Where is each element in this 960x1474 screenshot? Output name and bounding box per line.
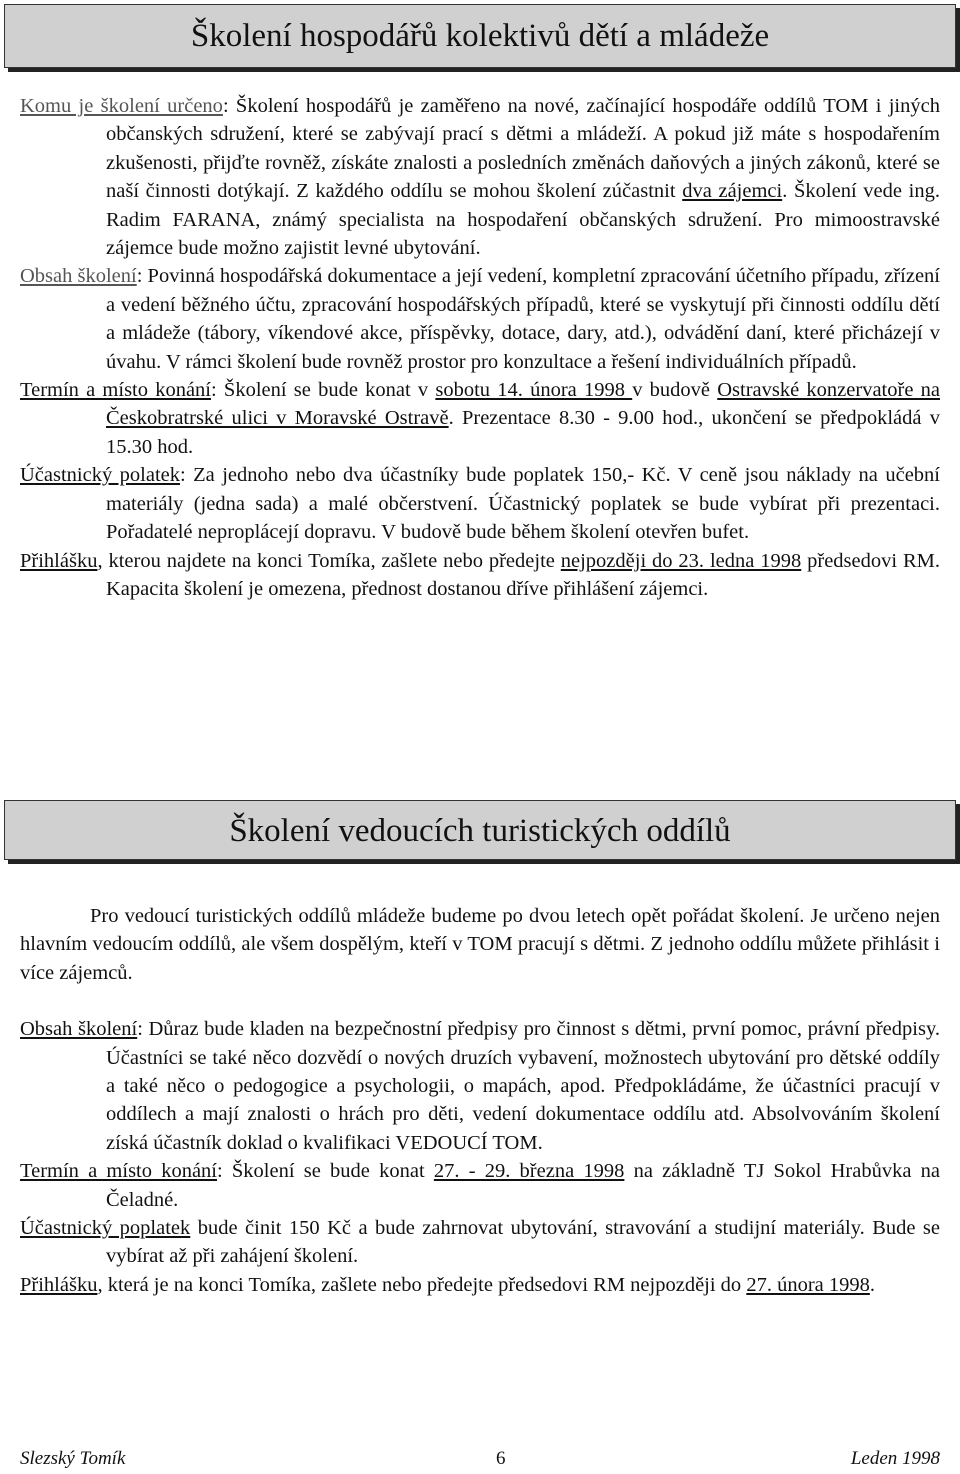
s1-who-paragraph: Komu je školení určeno: Školení hospodářů je zaměřeno na nové, začínající hospodáře oddílů TOM i jiných občanských sdružení, které se zabývají prací s dětmi a mládeží. A pokud již máte s hospodařením zkušenosti, přijďte rovněž, získáte znalosti a posledních změnách daňových a jiných zákonů, které se naší činnosti dotýkají. Z každého oddílu se mohou školení zúčastnit dva zájemci. Školení vede ing. Radim FARANA, známý specialista na hospodaření občanských sdružení. Pro mimoostravské zájemce bude možno zajistit levné ubytování. [20, 95, 940, 260]
s2-fee-label: Účastnický poplatek [20, 1217, 191, 1240]
s1-when-paragraph: Termín a místo konání: Školení se bude konat v sobotu 14. února 1998 v budově Ostravské konzervatoře na Českobratrské ulici v Moravské Ostravě. Prezentace 8.30 - 9.00 hod., ukončení se předpokládá v 15.30 hod. [20, 379, 940, 458]
section2-body [20, 902, 940, 1299]
s1-fee-label: Účastnický polatek [20, 464, 181, 487]
s1-signup-deadline: nejpozději do 23. ledna 1998 [560, 549, 802, 572]
section2-title-box [4, 800, 956, 860]
s1-when-date: sobotu 14. února 1998 [435, 379, 633, 402]
section1-body [20, 92, 940, 603]
s1-fee-paragraph: Účastnický polatek: Za jednoho nebo dva účastníky bude poplatek 150,- Kč. V ceně jsou náklady na učební materiály (jedna sada) a malé občerstvení. Účastnický poplatek se bude vybírat při prezentaci. Pořadatelé neproplácejí dopravu. V budově bude během školení otevřen bufet. [20, 464, 940, 544]
footer-page-number: 6 [496, 1448, 506, 1469]
s1-who-underline: dva zájemci [682, 180, 783, 203]
section2-title: Školení vedoucích turistických oddílů [229, 813, 731, 849]
s1-signup-label: Přihlášku [20, 549, 98, 572]
footer-issue: Leden 1998 [850, 1448, 940, 1469]
s2-content-paragraph: Obsah školení: Důraz bude kladen na bezpečnostní předpisy pro činnost s dětmi, první pomoc, právní předpisy. Účastníci se také něco dozvědí o nových druzích vybavení, možnostech ubytování pro dětské oddíly a také něco o pedogogice a psychologii, o mapách, apod. Předpokládáme, že účastníci pracují v oddílech a mají znalosti o hrách pro děti, vedení dokumentace oddílu atd. Absolvováním školení získá účastník doklad o kvalifikaci VEDOUCÍ TOM. [20, 1018, 940, 1154]
s2-fee-paragraph: Účastnický poplatek bude činit 150 Kč a bude zahrnovat ubytování, stravování a studijní materiály. Bude se vybírat až při zahájení školení. [20, 1217, 940, 1268]
s1-content-paragraph: Obsah školení: Povinná hospodářská dokumentace a její vedení, kompletní zpracování účetního případu, zřízení a vedení běžného účtu, zpracování hospodářských případů, které se vyskytují při činnosti oddílu dětí a mládeže (tábory, víkendové akce, příspěvky, dotace, dary, atd.), odvádění daní, které přicházejí v úvahu. V rámci školení bude rovněž prostor pro konzultace a řešení individuálních případů. [20, 265, 940, 373]
s2-content-label: Obsah školení [20, 1018, 138, 1041]
section1-title: Školení hospodářů kolektivů dětí a mládeže [190, 18, 770, 54]
footer-publication: Slezský Tomík [20, 1448, 126, 1469]
s1-when-label: Termín a místo konání [20, 379, 212, 402]
s2-when-paragraph: Termín a místo konání: Školení se bude konat 27. - 29. března 1998 na základně TJ Sokol Hrabůvka na Čeladné. [20, 1160, 941, 1211]
s2-signup-label: Přihlášku [20, 1273, 98, 1296]
s1-content-label: Obsah školení [20, 265, 137, 288]
s2-signup-deadline: 27. února 1998 [746, 1273, 870, 1296]
s2-signup-paragraph: Přihlášku, která je na konci Tomíka, zašlete nebo předejte předsedovi RM nejpozději do 27. února 1998. [20, 1273, 875, 1296]
s1-signup-paragraph: Přihlášku, kterou najdete na konci Tomíka, zašlete nebo předejte nejpozději do 23. ledna 1998 předsedovi RM. Kapacita školení je omezena, přednost dostanou dříve přihlášení zájemci. [20, 549, 940, 600]
s1-who-label: Komu je školení určeno [20, 95, 223, 117]
s2-when-date: 27. - 29. března 1998 [433, 1160, 625, 1183]
page-footer [20, 1448, 940, 1474]
s2-when-label: Termín a místo konání [20, 1160, 217, 1183]
section1-title-box [4, 4, 956, 68]
s1-when-place: Ostravské konzervatoře na Českobratrské ulici v Moravské Ostravě [106, 379, 940, 430]
s2-intro-paragraph: Pro vedoucí turistických oddílů mládeže budeme po dvou letech opět pořádat školení. Je určeno nejen hlavním vedoucím oddílů, ale všem dospělým, kteří v TOM pracují s dětmi. Z jednoho oddílu můžete přihlásit i více zájemců. [20, 905, 940, 984]
